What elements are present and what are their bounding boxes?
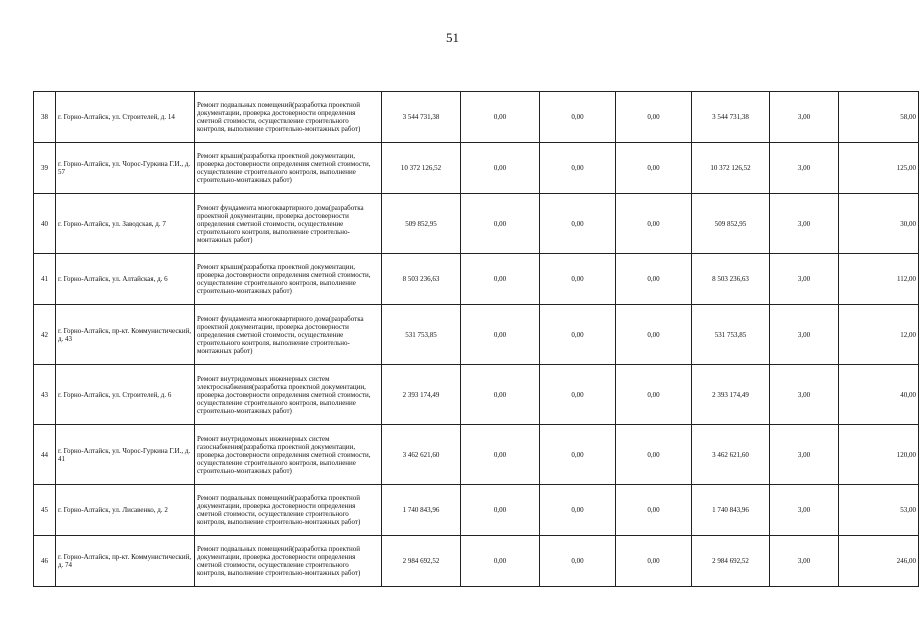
value-cell: 0,00 bbox=[461, 305, 540, 365]
value-cell: 30,00 bbox=[839, 194, 919, 254]
total-cost-cell: 509 852,95 bbox=[382, 194, 461, 254]
work-description-cell: Ремонт внутридомовых инженерных систем газоснабжения(разработка проектной документации, проверка достоверности определения сметной стоимости, осуществление строительного контроля, выполнение строительно-монтажных работ) bbox=[195, 425, 382, 485]
value-cell: 246,00 bbox=[839, 536, 919, 587]
value-cell: 0,00 bbox=[461, 143, 540, 194]
row-number: 39 bbox=[34, 143, 56, 194]
value-cell: 0,00 bbox=[616, 143, 692, 194]
value-cell: 3,00 bbox=[770, 485, 839, 536]
value-cell: 0,00 bbox=[461, 254, 540, 305]
address-cell: г. Горно-Алтайск, ул. Алтайская, д. 6 bbox=[56, 254, 195, 305]
table-row bbox=[34, 194, 919, 254]
address-cell: г. Горно-Алтайск, пр-кт. Коммунистический, д. 74 bbox=[56, 536, 195, 587]
table-row bbox=[34, 143, 919, 194]
table-row bbox=[34, 92, 919, 143]
value-cell: 0,00 bbox=[540, 254, 616, 305]
value-cell: 0,00 bbox=[461, 92, 540, 143]
table-row bbox=[34, 536, 919, 587]
row-number: 43 bbox=[34, 365, 56, 425]
row-number: 46 bbox=[34, 536, 56, 587]
row-number: 42 bbox=[34, 305, 56, 365]
fund-cost-cell: 531 753,85 bbox=[692, 305, 770, 365]
value-cell: 3,00 bbox=[770, 536, 839, 587]
work-description-cell: Ремонт фундамента многоквартирного дома(разработка проектной документации, проверка достоверности определения сметной стоимости, осуществление строительного контроля, выполнение строительно-монтажных работ) bbox=[195, 305, 382, 365]
work-description-cell: Ремонт фундамента многоквартирного дома(разработка проектной документации, проверка достоверности определения сметной стоимости, осуществление строительного контроля, выполнение строительно-монтажных работ) bbox=[195, 194, 382, 254]
fund-cost-cell: 2 984 692,52 bbox=[692, 536, 770, 587]
value-cell: 0,00 bbox=[540, 485, 616, 536]
value-cell: 3,00 bbox=[770, 92, 839, 143]
total-cost-cell: 531 753,85 bbox=[382, 305, 461, 365]
total-cost-cell: 2 393 174,49 bbox=[382, 365, 461, 425]
fund-cost-cell: 3 462 621,60 bbox=[692, 425, 770, 485]
table-row bbox=[34, 254, 919, 305]
fund-cost-cell: 3 544 731,38 bbox=[692, 92, 770, 143]
value-cell: 12,00 bbox=[839, 305, 919, 365]
row-number: 45 bbox=[34, 485, 56, 536]
row-number: 41 bbox=[34, 254, 56, 305]
total-cost-cell: 1 740 843,96 bbox=[382, 485, 461, 536]
value-cell: 0,00 bbox=[461, 194, 540, 254]
row-number: 44 bbox=[34, 425, 56, 485]
address-cell: г. Горно-Алтайск, ул. Чорос-Гуркина Г.И., д. 41 bbox=[56, 425, 195, 485]
value-cell: 0,00 bbox=[616, 425, 692, 485]
value-cell: 120,00 bbox=[839, 425, 919, 485]
total-cost-cell: 3 462 621,60 bbox=[382, 425, 461, 485]
value-cell: 0,00 bbox=[616, 305, 692, 365]
fund-cost-cell: 509 852,95 bbox=[692, 194, 770, 254]
value-cell: 53,00 bbox=[839, 485, 919, 536]
value-cell: 0,00 bbox=[616, 254, 692, 305]
value-cell: 0,00 bbox=[540, 425, 616, 485]
value-cell: 3,00 bbox=[770, 425, 839, 485]
value-cell: 3,00 bbox=[770, 143, 839, 194]
row-number: 38 bbox=[34, 92, 56, 143]
address-cell: г. Горно-Алтайск, ул. Чорос-Гуркина Г.И., д. 57 bbox=[56, 143, 195, 194]
works-table bbox=[33, 91, 919, 587]
value-cell: 3,00 bbox=[770, 194, 839, 254]
work-description-cell: Ремонт крыши(разработка проектной документации, проверка достоверности определения сметной стоимости, осуществление строительного контроля, выполнение строительно-монтажных работ) bbox=[195, 254, 382, 305]
row-number: 40 bbox=[34, 194, 56, 254]
total-cost-cell: 2 984 692,52 bbox=[382, 536, 461, 587]
address-cell: г. Горно-Алтайск, ул. Заводская, д. 7 bbox=[56, 194, 195, 254]
value-cell: 3,00 bbox=[770, 305, 839, 365]
page-number: 51 bbox=[446, 30, 459, 45]
fund-cost-cell: 1 740 843,96 bbox=[692, 485, 770, 536]
value-cell: 0,00 bbox=[461, 425, 540, 485]
value-cell: 125,00 bbox=[839, 143, 919, 194]
value-cell: 40,00 bbox=[839, 365, 919, 425]
value-cell: 0,00 bbox=[616, 92, 692, 143]
fund-cost-cell: 2 393 174,49 bbox=[692, 365, 770, 425]
value-cell: 0,00 bbox=[461, 536, 540, 587]
work-description-cell: Ремонт подвальных помещений(разработка проектной документации, проверка достоверности определения сметной стоимости, осуществление строительного контроля, выполнение строительно-монтажных работ) bbox=[195, 536, 382, 587]
total-cost-cell: 3 544 731,38 bbox=[382, 92, 461, 143]
value-cell: 0,00 bbox=[616, 194, 692, 254]
work-description-cell: Ремонт внутридомовых инженерных систем электроснабжения(разработка проектной документации, проверка достоверности определения сметной стоимости, осуществление строительного контроля, выполнение строительно-монтажных работ) bbox=[195, 365, 382, 425]
value-cell: 0,00 bbox=[461, 485, 540, 536]
address-cell: г. Горно-Алтайск, ул. Строителей, д. 6 bbox=[56, 365, 195, 425]
work-description-cell: Ремонт подвальных помещений(разработка проектной документации, проверка достоверности определения сметной стоимости, осуществление строительного контроля, выполнение строительно-монтажных работ) bbox=[195, 485, 382, 536]
value-cell: 0,00 bbox=[540, 143, 616, 194]
table-row bbox=[34, 425, 919, 485]
value-cell: 0,00 bbox=[540, 365, 616, 425]
table-row bbox=[34, 365, 919, 425]
table-row bbox=[34, 485, 919, 536]
value-cell: 0,00 bbox=[616, 365, 692, 425]
value-cell: 58,00 bbox=[839, 92, 919, 143]
value-cell: 0,00 bbox=[540, 92, 616, 143]
table-row bbox=[34, 305, 919, 365]
fund-cost-cell: 8 503 236,63 bbox=[692, 254, 770, 305]
value-cell: 0,00 bbox=[540, 536, 616, 587]
value-cell: 0,00 bbox=[616, 536, 692, 587]
address-cell: г. Горно-Алтайск, пр-кт. Коммунистический, д. 43 bbox=[56, 305, 195, 365]
fund-cost-cell: 10 372 126,52 bbox=[692, 143, 770, 194]
work-description-cell: Ремонт подвальных помещений(разработка проектной документации, проверка достоверности определения сметной стоимости, осуществление строительного контроля, выполнение строительно-монтажных работ) bbox=[195, 92, 382, 143]
value-cell: 3,00 bbox=[770, 365, 839, 425]
value-cell: 0,00 bbox=[540, 194, 616, 254]
address-cell: г. Горно-Алтайск, ул. Строителей, д. 14 bbox=[56, 92, 195, 143]
value-cell: 0,00 bbox=[616, 485, 692, 536]
value-cell: 3,00 bbox=[770, 254, 839, 305]
value-cell: 0,00 bbox=[461, 365, 540, 425]
value-cell: 0,00 bbox=[540, 305, 616, 365]
value-cell: 112,00 bbox=[839, 254, 919, 305]
total-cost-cell: 8 503 236,63 bbox=[382, 254, 461, 305]
work-description-cell: Ремонт крыши(разработка проектной документации, проверка достоверности определения сметной стоимости, осуществление строительного контроля, выполнение строительно-монтажных работ) bbox=[195, 143, 382, 194]
total-cost-cell: 10 372 126,52 bbox=[382, 143, 461, 194]
address-cell: г. Горно-Алтайск, ул. Лисавенко, д. 2 bbox=[56, 485, 195, 536]
